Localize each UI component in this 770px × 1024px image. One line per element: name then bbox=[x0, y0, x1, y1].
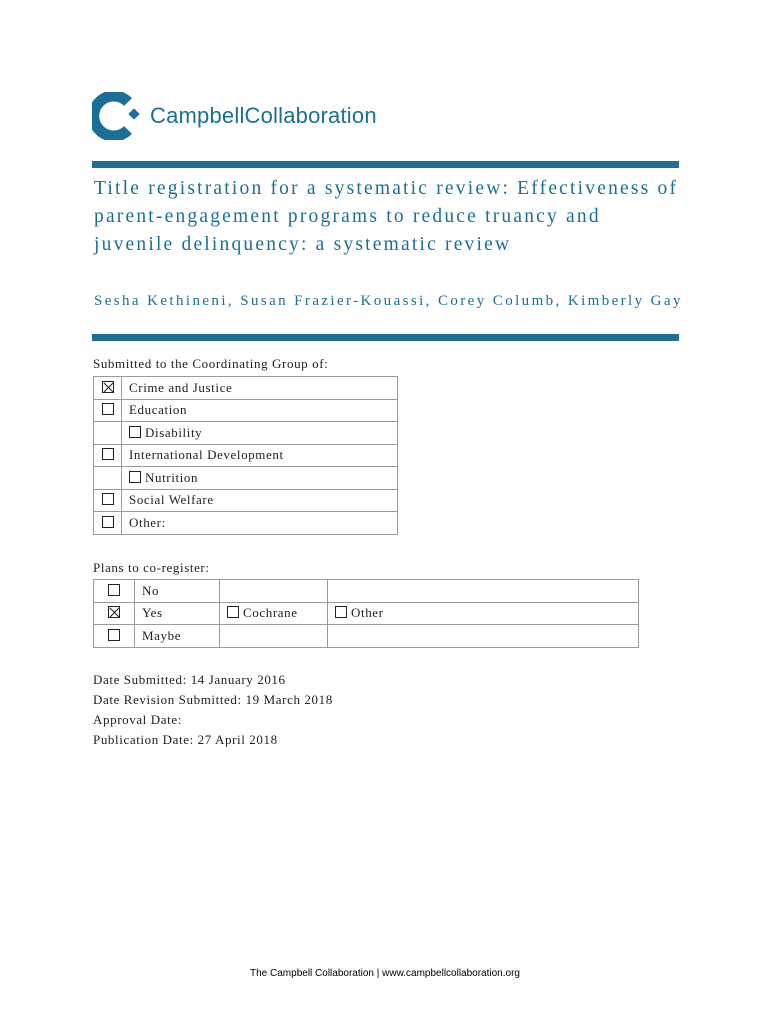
logo-text: CampbellCollaboration bbox=[150, 103, 377, 128]
social-welfare-checkbox[interactable] bbox=[102, 493, 114, 505]
disability-label: Disability bbox=[145, 424, 203, 440]
coordinating-group-table bbox=[93, 376, 398, 535]
other-group-checkbox[interactable] bbox=[102, 516, 114, 528]
international-development-label: International Development bbox=[122, 444, 398, 467]
logo bbox=[92, 92, 377, 140]
bottom-divider bbox=[92, 334, 679, 341]
table-row bbox=[94, 625, 639, 648]
coregister-table bbox=[93, 579, 639, 648]
education-checkbox[interactable] bbox=[102, 403, 114, 415]
table-row bbox=[94, 467, 398, 490]
table-row bbox=[94, 489, 398, 512]
international-development-checkbox[interactable] bbox=[102, 448, 114, 460]
date-submitted: Date Submitted: 14 January 2016 bbox=[93, 672, 286, 687]
footer: The Campbell Collaboration | www.campbellcollaboration.org bbox=[250, 968, 520, 979]
nutrition-label: Nutrition bbox=[145, 469, 199, 485]
other-coregister-label: Other bbox=[351, 605, 384, 621]
coregister-label: Plans to co-register: bbox=[93, 560, 210, 575]
top-divider bbox=[92, 161, 679, 168]
authors: Sesha Kethineni, Susan Frazier-Kouassi, Corey Columb, Kimberly Gay bbox=[94, 293, 683, 309]
social-welfare-label: Social Welfare bbox=[122, 489, 398, 512]
table-row bbox=[94, 444, 398, 467]
campbell-logo-icon bbox=[92, 92, 142, 140]
cochrane-label: Cochrane bbox=[243, 605, 298, 621]
yes-checkbox[interactable] bbox=[108, 606, 120, 618]
crime-justice-label: Crime and Justice bbox=[122, 377, 398, 400]
cochrane-checkbox[interactable] bbox=[227, 606, 239, 618]
no-label: No bbox=[135, 580, 220, 603]
coordinating-group-label: Submitted to the Coordinating Group of: bbox=[93, 356, 329, 371]
table-row bbox=[94, 399, 398, 422]
date-revision-submitted: Date Revision Submitted: 19 March 2018 bbox=[93, 692, 333, 707]
education-label: Education bbox=[122, 399, 398, 422]
table-row bbox=[94, 422, 398, 445]
other-coregister-checkbox[interactable] bbox=[335, 606, 347, 618]
maybe-checkbox[interactable] bbox=[108, 629, 120, 641]
disability-checkbox[interactable] bbox=[129, 426, 141, 438]
crime-justice-checkbox[interactable] bbox=[102, 381, 114, 393]
table-row bbox=[94, 580, 639, 603]
document-title: Title registration for a systematic review: Effectiveness of parent-engagement programs to reduce truancy and juvenile delinquency: a systematic review bbox=[94, 178, 679, 255]
yes-label: Yes bbox=[135, 602, 220, 625]
nutrition-checkbox[interactable] bbox=[129, 471, 141, 483]
table-row bbox=[94, 377, 398, 400]
dates-block bbox=[93, 670, 333, 750]
approval-date: Approval Date: bbox=[93, 712, 182, 727]
other-group-label: Other: bbox=[122, 512, 398, 535]
table-row bbox=[94, 512, 398, 535]
publication-date: Publication Date: 27 April 2018 bbox=[93, 732, 278, 747]
no-checkbox[interactable] bbox=[108, 584, 120, 596]
maybe-label: Maybe bbox=[135, 625, 220, 648]
table-row bbox=[94, 602, 639, 625]
